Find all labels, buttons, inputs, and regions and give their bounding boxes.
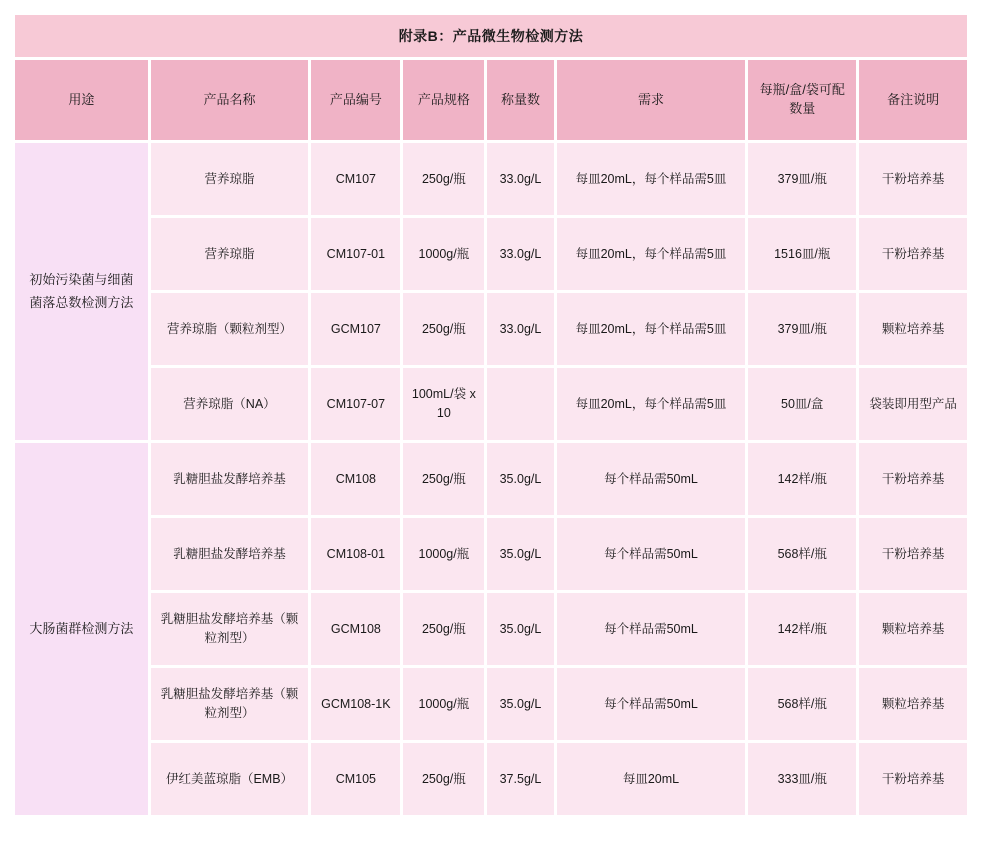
product-code: GCM108-1K xyxy=(311,668,400,740)
product-code: CM107 xyxy=(311,143,400,215)
product-spec: 1000g/瓶 xyxy=(403,218,484,290)
product-spec: 250g/瓶 xyxy=(403,143,484,215)
column-header-use: 用途 xyxy=(15,60,148,140)
column-header-product-code: 产品编号 xyxy=(311,60,400,140)
product-code: GCM108 xyxy=(311,593,400,665)
requirement: 每个样品需50mL xyxy=(557,518,746,590)
weigh-amount: 33.0g/L xyxy=(487,218,553,290)
product-name: 乳糖胆盐发酵培养基 xyxy=(151,443,309,515)
use-group-label: 初始污染菌与细菌菌落总数检测方法 xyxy=(15,143,148,440)
product-spec: 1000g/瓶 xyxy=(403,668,484,740)
remark: 颗粒培养基 xyxy=(859,593,967,665)
product-spec: 250g/瓶 xyxy=(403,593,484,665)
requirement: 每个样品需50mL xyxy=(557,443,746,515)
column-header-remark: 备注说明 xyxy=(859,60,967,140)
remark: 颗粒培养基 xyxy=(859,668,967,740)
requirement: 每皿20mL xyxy=(557,743,746,815)
product-name: 伊红美蓝琼脂（EMB） xyxy=(151,743,309,815)
weigh-amount: 33.0g/L xyxy=(487,293,553,365)
requirement: 每皿20mL，每个样品需5皿 xyxy=(557,143,746,215)
yield-amount: 568样/瓶 xyxy=(748,518,856,590)
remark: 颗粒培养基 xyxy=(859,293,967,365)
remark: 干粉培养基 xyxy=(859,443,967,515)
remark: 干粉培养基 xyxy=(859,518,967,590)
weigh-amount xyxy=(487,368,553,440)
product-spec: 1000g/瓶 xyxy=(403,518,484,590)
requirement: 每皿20mL，每个样品需5皿 xyxy=(557,218,746,290)
use-group-label: 大肠菌群检测方法 xyxy=(15,443,148,815)
product-name: 营养琼脂（颗粒剂型） xyxy=(151,293,309,365)
yield-amount: 333皿/瓶 xyxy=(748,743,856,815)
column-header-yield: 每瓶/盒/袋可配数量 xyxy=(748,60,856,140)
product-spec: 250g/瓶 xyxy=(403,743,484,815)
page-title: 附录B：产品微生物检测方法 xyxy=(15,15,967,57)
table-row xyxy=(15,368,967,440)
remark: 干粉培养基 xyxy=(859,143,967,215)
weigh-amount: 35.0g/L xyxy=(487,443,553,515)
table-row xyxy=(15,668,967,740)
product-code: CM107-07 xyxy=(311,368,400,440)
table-row xyxy=(15,218,967,290)
yield-amount: 50皿/盒 xyxy=(748,368,856,440)
table-row xyxy=(15,743,967,815)
table-title-row xyxy=(15,15,967,57)
product-name: 乳糖胆盐发酵培养基 xyxy=(151,518,309,590)
product-name: 营养琼脂 xyxy=(151,143,309,215)
remark: 干粉培养基 xyxy=(859,743,967,815)
table-row xyxy=(15,443,967,515)
product-code: CM108 xyxy=(311,443,400,515)
weigh-amount: 35.0g/L xyxy=(487,668,553,740)
column-header-weigh-amount: 称量数 xyxy=(487,60,553,140)
table-row xyxy=(15,593,967,665)
yield-amount: 142样/瓶 xyxy=(748,443,856,515)
yield-amount: 1516皿/瓶 xyxy=(748,218,856,290)
table-row xyxy=(15,143,967,215)
product-name: 乳糖胆盐发酵培养基（颗粒剂型） xyxy=(151,668,309,740)
product-name: 乳糖胆盐发酵培养基（颗粒剂型） xyxy=(151,593,309,665)
requirement: 每个样品需50mL xyxy=(557,593,746,665)
column-header-product-name: 产品名称 xyxy=(151,60,309,140)
product-code: CM108-01 xyxy=(311,518,400,590)
product-code: GCM107 xyxy=(311,293,400,365)
requirement: 每个样品需50mL xyxy=(557,668,746,740)
microbiology-methods-table xyxy=(12,12,970,818)
product-spec: 250g/瓶 xyxy=(403,443,484,515)
table-header-row xyxy=(15,60,967,140)
product-code: CM105 xyxy=(311,743,400,815)
yield-amount: 142样/瓶 xyxy=(748,593,856,665)
yield-amount: 379皿/瓶 xyxy=(748,143,856,215)
remark: 袋装即用型产品 xyxy=(859,368,967,440)
weigh-amount: 35.0g/L xyxy=(487,593,553,665)
table-row xyxy=(15,518,967,590)
weigh-amount: 37.5g/L xyxy=(487,743,553,815)
weigh-amount: 35.0g/L xyxy=(487,518,553,590)
product-spec: 100mL/袋 x 10 xyxy=(403,368,484,440)
product-name: 营养琼脂 xyxy=(151,218,309,290)
column-header-product-spec: 产品规格 xyxy=(403,60,484,140)
table-row xyxy=(15,293,967,365)
yield-amount: 568样/瓶 xyxy=(748,668,856,740)
product-spec: 250g/瓶 xyxy=(403,293,484,365)
requirement: 每皿20mL，每个样品需5皿 xyxy=(557,293,746,365)
weigh-amount: 33.0g/L xyxy=(487,143,553,215)
product-code: CM107-01 xyxy=(311,218,400,290)
requirement: 每皿20mL，每个样品需5皿 xyxy=(557,368,746,440)
yield-amount: 379皿/瓶 xyxy=(748,293,856,365)
product-name: 营养琼脂（NA） xyxy=(151,368,309,440)
column-header-requirement: 需求 xyxy=(557,60,746,140)
remark: 干粉培养基 xyxy=(859,218,967,290)
